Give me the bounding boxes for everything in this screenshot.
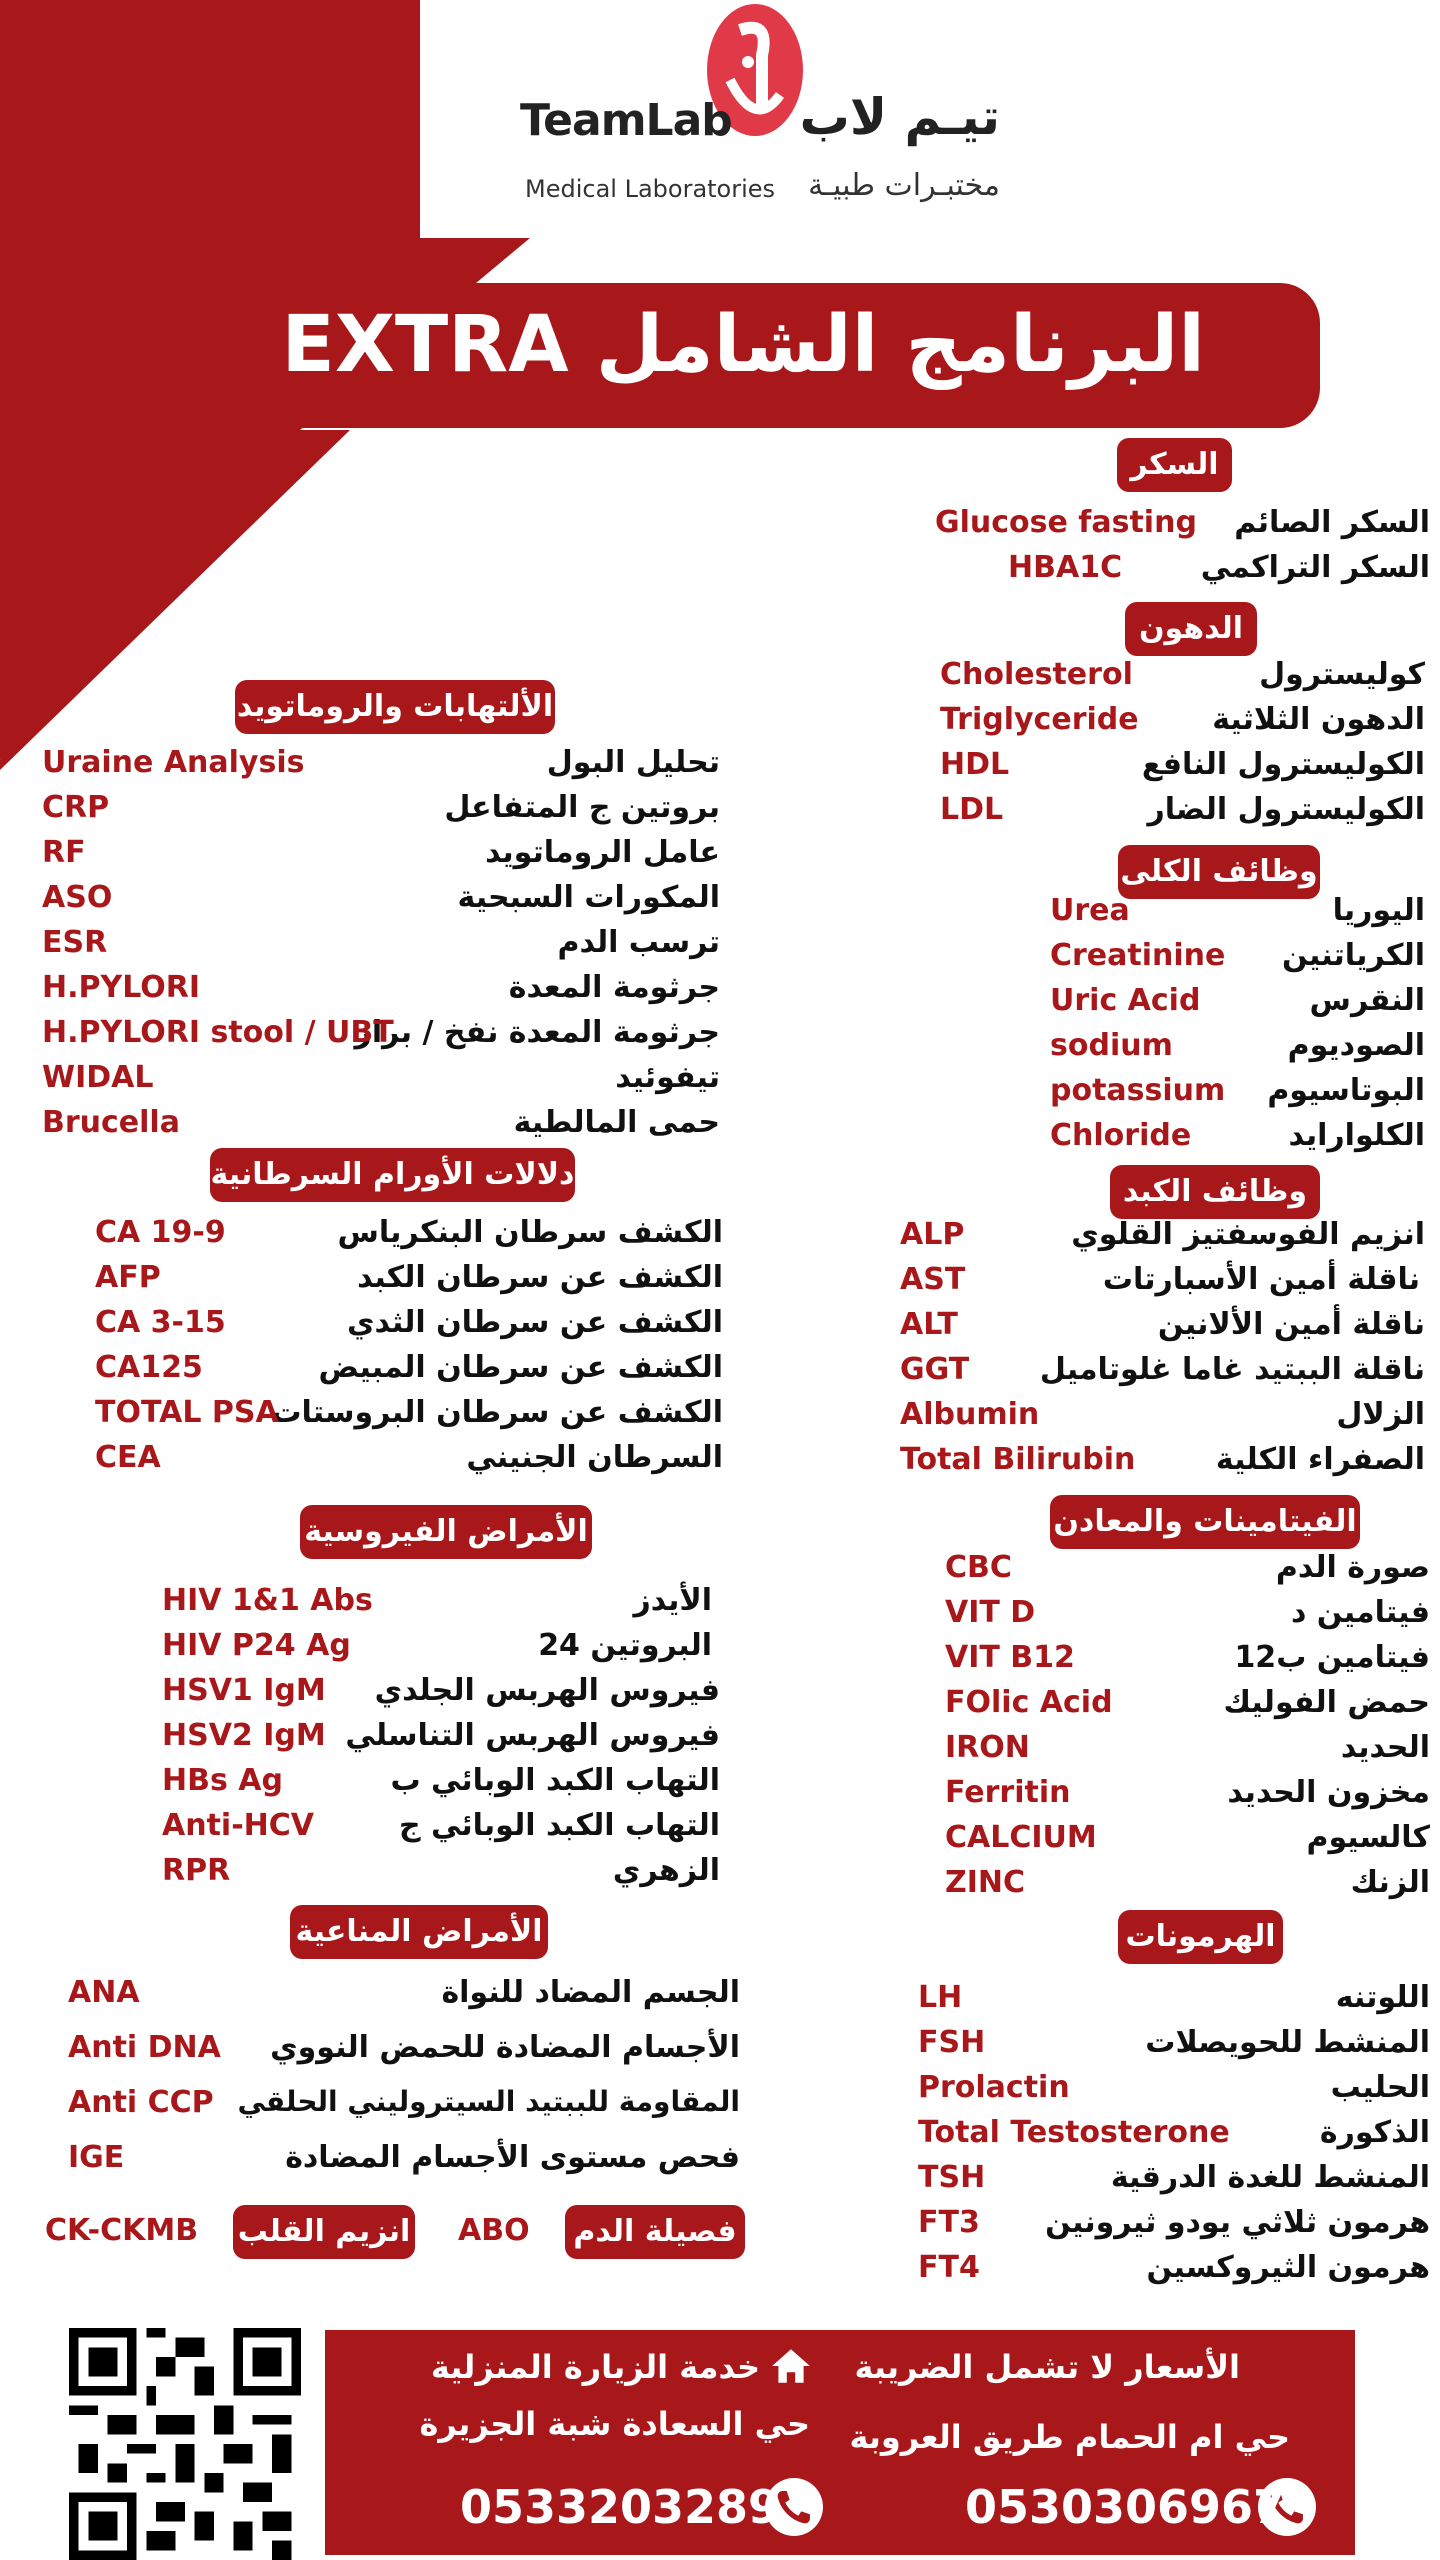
list-item (42, 925, 720, 969)
list-item (162, 1763, 720, 1807)
list-item (162, 1718, 720, 1762)
test-name-en: CBC (945, 1550, 1012, 1585)
test-name-ar: البروتين 24 (538, 1628, 712, 1663)
test-name-en: AST (900, 1262, 966, 1297)
test-name-ar: جرثومة المعدة نفخ / براز (354, 1015, 720, 1050)
list-item (945, 1865, 1430, 1909)
test-name-ar: ناقلة أمين الأسبارتات (1102, 1262, 1420, 1297)
list-item (945, 1595, 1430, 1639)
test-name-en: WIDAL (42, 1060, 154, 1095)
test-name-ar: الجسم المضاد للنواة (441, 1975, 740, 2010)
test-name-ar: الكلوارايد (1288, 1118, 1425, 1153)
list-item (42, 1105, 720, 1149)
test-name-en: GGT (900, 1352, 970, 1387)
section-title-inflammation: الألتهابات والروماتويد (235, 680, 555, 734)
test-name-ar: هرمون ثلاثي يودو ثيرونين (1045, 2205, 1430, 2240)
brand-subtitle-en: Medical Laboratories (525, 175, 776, 203)
list-item (95, 1440, 723, 1484)
test-name-ar: كالسيوم (1306, 1820, 1430, 1855)
test-name-en: IRON (945, 1730, 1030, 1765)
test-name-en: CALCIUM (945, 1820, 1097, 1855)
list-item (900, 1307, 1425, 1351)
test-name-ar: البوتاسيوم (1267, 1073, 1425, 1108)
list-item (162, 1673, 720, 1717)
home-icon (770, 2345, 812, 2387)
list-item (918, 2205, 1430, 2249)
test-name-ar: فحص مستوى الأجسام المضادة (285, 2140, 740, 2175)
list-item (95, 1395, 723, 1439)
list-item (1050, 1073, 1425, 1117)
test-name-en: Triglyceride (940, 702, 1139, 737)
list-item (162, 1808, 720, 1852)
cardiac-enzyme-value (45, 2213, 225, 2257)
test-name-ar: المقاومة للببتيد السيتروليني الحلقي (237, 2085, 740, 2118)
section-title-kidney: وظائف الكلى (1118, 845, 1320, 899)
list-item (42, 835, 720, 879)
test-name-en: CRP (42, 790, 110, 825)
test-name-ar: حمى المالطية (513, 1105, 720, 1140)
test-name-en: ALT (900, 1307, 958, 1342)
list-item (900, 1442, 1425, 1486)
list-item (162, 1583, 712, 1627)
test-name-ar: المكورات السبحية (457, 880, 720, 915)
test-name-ar: المنشط للغدة الدرقية (1110, 2160, 1430, 2195)
test-name-ar: الكوليسترول النافع (1141, 747, 1425, 782)
list-item (900, 1217, 1425, 1261)
test-name-ar: تحليل البول (546, 745, 720, 780)
list-item (945, 1550, 1430, 1594)
test-name-ar: الذكورة (1319, 2115, 1430, 2150)
test-name-en: HSV1 IgM (162, 1673, 326, 1708)
test-name-en: HDL (940, 747, 1010, 782)
test-name-ar: ناقلة الببتيد غاما غلوتاميل (1039, 1352, 1425, 1387)
test-name-ar: الكشف عن سرطان الكبد (357, 1260, 723, 1295)
list-item (945, 1640, 1430, 1684)
test-name-en: HIV P24 Ag (162, 1628, 351, 1663)
list-item (42, 880, 720, 924)
test-name-ar: هرمون الثيروكسين (1146, 2250, 1430, 2285)
list-item (945, 1685, 1430, 1729)
test-name-en: LDL (940, 792, 1004, 827)
test-name-en: RPR (162, 1853, 231, 1888)
branch2-phone[interactable]: 0533203289 (460, 2480, 781, 2534)
list-item (68, 1975, 740, 2019)
test-name-en: H.PYLORI (42, 970, 201, 1005)
test-name-en: H.PYLORI stool / UBT (42, 1015, 394, 1050)
list-item (42, 970, 720, 1014)
test-name-en: VIT D (945, 1595, 1036, 1630)
list-item (935, 505, 1430, 549)
list-item (900, 1262, 1420, 1306)
test-name-en: IGE (68, 2140, 125, 2175)
test-name-ar: الحليب (1330, 2070, 1430, 2105)
section-title-viral: الأمراض الفيروسية (300, 1505, 592, 1559)
list-item (1050, 938, 1425, 982)
list-item (1008, 550, 1430, 594)
test-name-en: AFP (95, 1260, 161, 1295)
test-name-en: HSV2 IgM (162, 1718, 326, 1753)
test-name-en: TOTAL PSA (95, 1395, 279, 1430)
test-name-en: Uric Acid (1050, 983, 1201, 1018)
branch1-address: حي ام الحمام طريق العروبة (849, 2418, 1290, 2456)
test-name-en: Anti CCP (68, 2085, 214, 2120)
test-name-en: CA 19-9 (95, 1215, 226, 1250)
test-name-en: Urea (1050, 893, 1130, 928)
test-name-en: VIT B12 (945, 1640, 1075, 1675)
list-item (162, 1628, 712, 1672)
test-name-en: ABO (458, 2213, 530, 2248)
test-name-ar: ناقلة أمين الألانين (1157, 1307, 1425, 1342)
list-item (940, 702, 1425, 746)
test-name-ar: جرثومة المعدة (508, 970, 720, 1005)
test-name-ar: الصفراء الكلية (1215, 1442, 1425, 1477)
list-item (918, 2250, 1430, 2294)
test-name-ar: ترسب الدم (557, 925, 720, 960)
list-item (918, 2070, 1430, 2114)
test-name-en: Creatinine (1050, 938, 1226, 973)
blood-group-pill: فصيلة الدم (565, 2205, 745, 2259)
test-name-en: FSH (918, 2025, 986, 2060)
vat-note: الأسعار لا تشمل الضريبة (854, 2348, 1240, 2386)
test-name-en: CA 3-15 (95, 1305, 226, 1340)
test-name-ar: اللوتنه (1335, 1980, 1430, 2015)
test-name-en: CEA (95, 1440, 161, 1475)
branch2-address: حي السعادة شبة الجزيرة (419, 2405, 810, 2443)
list-item (945, 1730, 1430, 1774)
test-name-ar: الكرياتنين (1282, 938, 1425, 973)
test-name-ar: عامل الروماتويد (485, 835, 720, 870)
list-item (42, 745, 720, 789)
list-item (42, 790, 720, 834)
list-item (68, 2030, 740, 2074)
list-item (900, 1352, 1425, 1396)
test-name-ar: الأجسام المضادة للحمض النووي (270, 2030, 740, 2065)
brand-name-en: TeamLab (520, 95, 732, 146)
test-name-en: CK-CKMB (45, 2213, 199, 2248)
test-name-en: ESR (42, 925, 108, 960)
test-name-ar: التهاب الكبد الوبائي ج (398, 1808, 720, 1843)
list-item (918, 1980, 1430, 2024)
test-name-en: HBs Ag (162, 1763, 283, 1798)
test-name-en: sodium (1050, 1028, 1173, 1063)
test-name-ar: الزهري (612, 1853, 720, 1888)
list-item (940, 747, 1425, 791)
test-name-ar: الزنك (1350, 1865, 1430, 1900)
list-item (42, 1015, 720, 1059)
list-item (162, 1853, 720, 1897)
brand-logo (520, 0, 1000, 215)
test-name-en: Anti-HCV (162, 1808, 314, 1843)
brand-name-ar: تيـم لاب (799, 88, 1000, 146)
test-name-ar: كوليسترول (1259, 657, 1425, 692)
test-name-en: Cholesterol (940, 657, 1133, 692)
test-name-en: HBA1C (1008, 550, 1123, 585)
list-item (940, 657, 1425, 701)
test-name-ar: حمض الفوليك (1223, 1685, 1430, 1720)
brand-subtitle-ar: مختبـرات طبيـة (808, 168, 1000, 203)
test-name-en: FOlic Acid (945, 1685, 1113, 1720)
test-name-en: TSH (918, 2160, 986, 2195)
test-name-en: ASO (42, 880, 113, 915)
section-title-hormones: الهرمونات (1118, 1910, 1283, 1964)
test-name-ar: انزيم الفوسفتيز القلوي (1071, 1217, 1425, 1252)
list-item (1050, 983, 1425, 1027)
list-item (95, 1215, 723, 1259)
list-item (95, 1260, 723, 1304)
test-name-ar: الدهون الثلاثية (1212, 702, 1425, 737)
blood-group-value (458, 2213, 548, 2257)
section-title-liver: وظائف الكبد (1110, 1165, 1320, 1219)
test-name-en: Uraine Analysis (42, 745, 305, 780)
test-name-ar: فيتامين ب12 (1234, 1640, 1430, 1675)
test-name-ar: تيفوئيد (615, 1060, 720, 1095)
test-name-ar: الصوديوم (1287, 1028, 1425, 1063)
test-name-ar: السكر التراكمي (1200, 550, 1430, 585)
section-title-vitamins: الفيتامينات والمعادن (1050, 1495, 1360, 1549)
home-visit-label: خدمة الزيارة المنزلية (430, 2348, 760, 2386)
test-name-en: FT3 (918, 2205, 980, 2240)
section-title-immune: الأمراض المناعية (290, 1905, 548, 1959)
test-name-ar: الزلال (1336, 1397, 1425, 1432)
test-name-en: potassium (1050, 1073, 1226, 1108)
branch1-phone[interactable]: 0530306967 (965, 2480, 1286, 2534)
test-name-ar: السكر الصائم (1234, 505, 1430, 540)
list-item (900, 1397, 1425, 1441)
test-name-en: Anti DNA (68, 2030, 221, 2065)
test-name-en: CA125 (95, 1350, 203, 1385)
list-item (95, 1350, 723, 1394)
test-name-ar: بروتين ج المتفاعل (444, 790, 720, 825)
test-name-en: ALP (900, 1217, 965, 1252)
list-item (918, 2160, 1430, 2204)
section-title-tumor: دلالات الأورام السرطانية (210, 1148, 575, 1202)
list-item (940, 792, 1425, 836)
test-name-ar: السرطان الجنيني (466, 1440, 723, 1475)
list-item (945, 1820, 1430, 1864)
list-item (1050, 893, 1425, 937)
test-name-en: Total Testosterone (918, 2115, 1230, 2150)
section-title-lipids: الدهون (1125, 602, 1257, 656)
test-name-en: Prolactin (918, 2070, 1070, 2105)
test-name-ar: الكشف سرطان البنكرياس (337, 1215, 723, 1250)
test-name-ar: صورة الدم (1275, 1550, 1430, 1585)
list-item (68, 2140, 740, 2184)
test-name-ar: الكشف عن سرطان الثدي (347, 1305, 723, 1340)
test-name-ar: الكشف عن سرطان البروستات (271, 1395, 723, 1430)
test-name-en: Total Bilirubin (900, 1442, 1136, 1477)
list-item (42, 1060, 720, 1104)
test-name-ar: المنشط للحويصلات (1145, 2025, 1430, 2060)
test-name-ar: فيتامين د (1290, 1595, 1430, 1630)
test-name-en: LH (918, 1980, 963, 2015)
page-title: البرنامج الشامل EXTRA (281, 300, 1205, 390)
list-item (945, 1775, 1430, 1819)
test-name-en: ZINC (945, 1865, 1026, 1900)
test-name-ar: مخزون الحديد (1227, 1775, 1430, 1810)
test-name-en: Chloride (1050, 1118, 1192, 1153)
test-name-ar: اليوريا (1332, 893, 1425, 928)
test-name-en: Brucella (42, 1105, 180, 1140)
list-item (1050, 1028, 1425, 1072)
cardiac-enzyme-pill: انزيم القلب (233, 2205, 415, 2259)
test-name-ar: الأيدز (633, 1583, 712, 1618)
test-name-ar: الكشف عن سرطان المبيض (318, 1350, 723, 1385)
list-item (918, 2025, 1430, 2069)
test-name-en: FT4 (918, 2250, 980, 2285)
test-name-ar: الحديد (1340, 1730, 1430, 1765)
list-item (95, 1305, 723, 1349)
section-title-sugar: السكر (1117, 438, 1232, 492)
test-name-en: Glucose fasting (935, 505, 1197, 540)
list-item (68, 2085, 740, 2129)
test-name-ar: فيروس الهربس الجلدي (374, 1673, 720, 1708)
test-name-en: HIV 1&1 Abs (162, 1583, 373, 1618)
test-name-en: ANA (68, 1975, 140, 2010)
test-name-ar: التهاب الكبد الوبائي ب (390, 1763, 720, 1798)
test-name-ar: النقرس (1309, 983, 1425, 1018)
qr-code (65, 2328, 305, 2560)
test-name-ar: الكوليسترول الضار (1147, 792, 1425, 827)
list-item (1050, 1118, 1425, 1162)
list-item (918, 2115, 1430, 2159)
test-name-ar: فيروس الهربس التناسلي (345, 1718, 720, 1753)
test-name-en: Ferritin (945, 1775, 1071, 1810)
test-name-en: RF (42, 835, 86, 870)
test-name-en: Albumin (900, 1397, 1040, 1432)
